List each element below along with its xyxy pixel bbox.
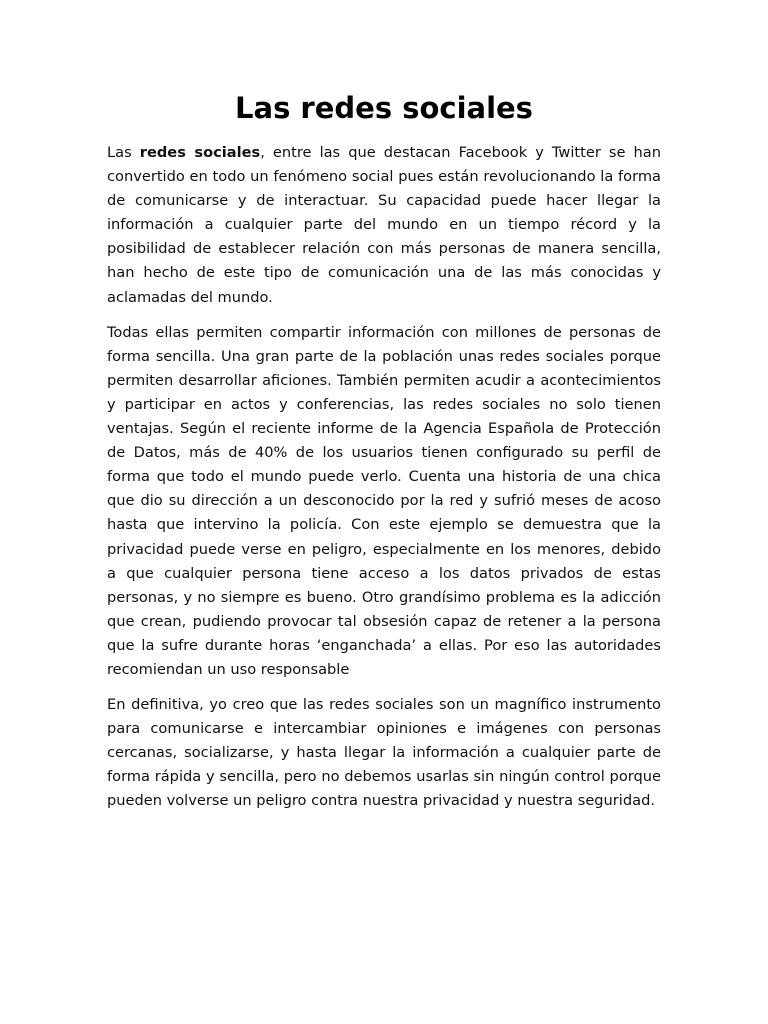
- document-body: [107, 141, 661, 825]
- paragraph-1-lead: Las: [107, 144, 140, 161]
- page-title: Las redes sociales: [235, 91, 533, 125]
- paragraph-1: [107, 141, 661, 310]
- paragraph-1-rest: , entre las que destacan Facebook y Twitter se han convertido en todo un fenómeno social pues están revolucionando la forma de comunicarse y de interactuar. Su capacidad puede hacer llegar la información a cualquier parte del mundo en un tiempo récord y la posibilidad de establecer relación con más personas de manera sencilla, han hecho de este tipo de comunicación una de las más conocidas y aclamadas del mundo.: [107, 144, 661, 306]
- paragraph-3: En definitiva, yo creo que las redes sociales son un magnífico instrumento para comunicarse e intercambiar opiniones e imágenes con personas cercanas, socializarse, y hasta llegar la información a cualquier parte de forma rápida y sencilla, pero no debemos usarlas sin ningún control porque pueden volverse un peligro contra nuestra privacidad y nuestra seguridad.: [107, 696, 661, 810]
- bold-term: redes sociales: [139, 144, 261, 161]
- paragraph-2: Todas ellas permiten compartir información con millones de personas de forma sencilla. Una gran parte de la población unas redes sociales porque permiten desarrollar aficiones. También permiten acudir a acontecimientos y participar en actos y conferencias, las redes sociales no solo tienen ventajas. Según el reciente informe de la Agencia Española de Protección de Datos, más de 40% de los usuarios tienen configurado su perfil de forma que todo el mundo puede verlo. Cuenta una historia de una chica que dio su dirección a un desconocido por la red y sufrió meses de acoso hasta que intervino la policía. Con este ejemplo se demuestra que la privacidad puede verse en peligro, especialmente en los menores, debido a que cualquier persona tiene acceso a los datos privados de estas personas, y no siempre es bueno. Otro grandísimo problema es la adicción que crean, pudiendo provocar tal obsesión capaz de retener a la persona que la sufre durante horas ‘enganchada’ a ellas. Por eso las autoridades recomiendan un uso responsable: [107, 323, 661, 678]
